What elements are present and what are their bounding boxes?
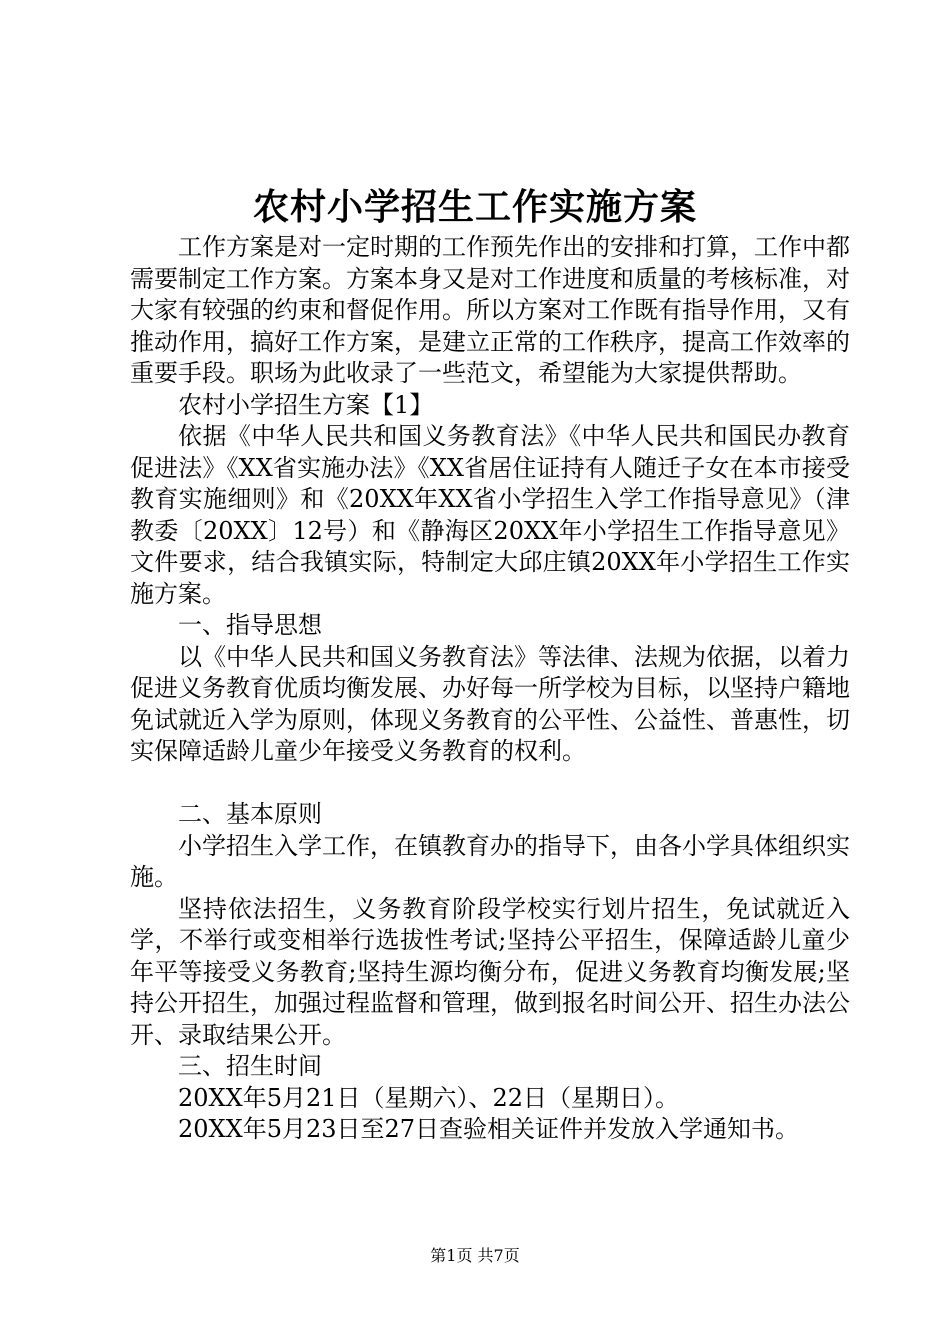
intro-paragraph: 工作方案是对一定时期的工作预先作出的安排和打算，工作中都需要制定工作方案。方案本身又是对工作进度和质量的考核标准，对大家有较强的约束和督促作用。所以方案对工作既有指导作用，又有推动作用，搞好工作方案，是建立正常的工作秩序，提高工作效率的重要手段。职场为此收录了一些范文，希望能为大家提供帮助。 [130, 233, 850, 387]
guiding-ideology-paragraph: 以《中华人民共和国义务教育法》等法律、法规为依据，以着力促进义务教育优质均衡发展、办好每一所学校为目标，以坚持户籍地免试就近入学为原则，体现义务教育的公平性、公益性、普惠性，切实保障适龄儿童少年接受义务教育的权利。 [130, 642, 850, 765]
page-footer: 第1页 共7页 [430, 1246, 520, 1265]
section-heading-basic-principles: 二、基本原则 [178, 800, 322, 828]
section-heading-plan-1: 农村小学招生方案【1】 [178, 390, 434, 419]
section-heading-guiding-ideology: 一、指导思想 [178, 611, 322, 639]
enrollment-date-2: 20XX年5月23日至27日查验相关证件并发放入学通知书。 [178, 1115, 800, 1143]
principles-paragraph-1: 小学招生入学工作，在镇教育办的指导下，由各小学具体组织实施。 [130, 831, 850, 891]
enrollment-date-1: 20XX年5月21日（星期六）、22日（星期日）。 [178, 1083, 680, 1112]
principles-paragraph-2: 坚持依法招生，义务教育阶段学校实行划片招生，免试就近入学，不举行或变相举行选拔性考试;坚持公平招生，保障适龄儿童少年平等接受义务教育;坚持生源均衡分布，促进义务教育均衡发展;坚持公开招生，加强过程监督和管理，做到报名时间公开、招生办法公开、录取结果公开。 [130, 894, 850, 1049]
section-heading-enrollment-time: 三、招生时间 [178, 1052, 322, 1080]
blank-line [130, 768, 850, 800]
document-body [130, 232, 850, 1146]
document-title: 农村小学招生工作实施方案 [252, 186, 697, 228]
basis-paragraph: 依据《中华人民共和国义务教育法》《中华人民共和国民办教育促进法》《XX省实施办法》《XX省居住证持有人随迁子女在本市接受教育实施细则》和《20XX年XX省小学招生入学工作指导意见》（津教委〔20XX〕12号）和《静海区20XX年小学招生工作指导意见》文件要求，结合我镇实际，特制定大邱庄镇20XX年小学招生工作实施方案。 [130, 422, 850, 608]
